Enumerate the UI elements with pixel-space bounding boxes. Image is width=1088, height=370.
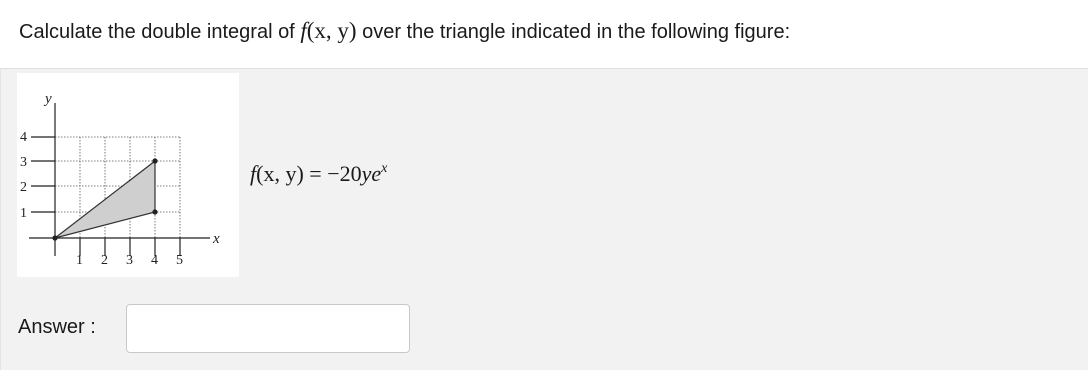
shaded-triangle — [55, 161, 155, 238]
x-tick-label: 2 — [101, 253, 108, 268]
y-axis-label: y — [45, 91, 52, 107]
vertex-4-1 — [152, 209, 157, 214]
question-function-name: f — [300, 18, 307, 43]
x-tick-label: 3 — [126, 253, 133, 268]
formula-variable: ye — [361, 161, 382, 186]
question-prefix: Calculate the double integral of — [19, 21, 295, 43]
x-tick-label: 1 — [76, 253, 83, 268]
question-function-args: (x, y) — [306, 18, 357, 43]
y-tick-label: 1 — [20, 206, 27, 221]
y-tick-label: 3 — [20, 155, 27, 170]
y-tick-label: 2 — [20, 180, 27, 195]
function-formula — [250, 159, 387, 189]
vertex-origin — [52, 235, 57, 240]
formula-equals: = — [309, 161, 322, 186]
triangle-graph — [17, 73, 239, 277]
formula-lhs-args: (x, y) — [256, 161, 304, 186]
axes — [29, 103, 210, 256]
x-tick-label: 4 — [151, 253, 158, 268]
formula-coefficient: −20 — [327, 161, 362, 186]
question-text — [19, 17, 790, 46]
answer-label: Answer : — [18, 316, 96, 338]
vertex-4-3 — [152, 158, 157, 163]
answer-input[interactable] — [126, 304, 410, 353]
question-function — [300, 18, 356, 43]
x-tick-label: 5 — [176, 253, 183, 268]
formula-exponent: x — [381, 161, 388, 176]
question-suffix: over the triangle indicated in the following figure: — [362, 21, 791, 43]
y-tick-label: 4 — [20, 130, 27, 145]
question-header — [0, 0, 1088, 69]
x-axis-label: x — [213, 231, 220, 247]
formula-lhs-name: f — [250, 161, 257, 186]
triangle-figure — [17, 73, 239, 277]
